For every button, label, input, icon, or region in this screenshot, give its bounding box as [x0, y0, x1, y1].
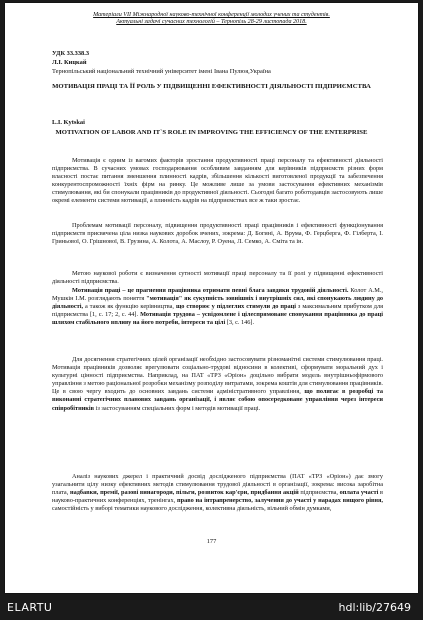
paragraph-methods: [52, 473, 383, 513]
plain-text: Аналіз наукових джерел і практичний досвід дослідженого підприємства (ПАТ «ТРЗ «Оріон») дає змогу узагальнити цілу низку ефективних методів стимулювання трудової діяльності в організації, зокрема: висока заробітна плата,: [52, 473, 383, 497]
bold-text: Мотивація праці – це прагнення працівника отримати певні блага завдяки трудовій діяльності.: [72, 287, 349, 294]
paragraph-text: [52, 287, 383, 327]
author-name: Л.І. Кицкай: [52, 59, 87, 66]
paragraph-intro: [52, 157, 383, 206]
bold-text: Мотивація трудова – усвідомлене і цілеспрямоване спонукання працівника до праці шляхом стабільного впливу на його потреби, інтереси та цілі: [52, 311, 383, 327]
plain-text: [3, с. 146].: [225, 319, 255, 327]
handle-id[interactable]: hdl:lib/27649: [338, 601, 411, 614]
udc-code: УДК 33.338.3: [52, 50, 90, 57]
paragraph-text: Метою наукової роботи є визначення сутності мотивації праці персоналу та її ролі у підвищенні ефективності діяльності підприємства.: [52, 270, 383, 286]
title-english: MOTIVATION OF LABOR AND IT`S ROLE IN IMPROVING THE EFFICIENCY OF THE ENTERPRISE: [55, 129, 368, 136]
paragraph-goal: [52, 270, 383, 286]
bold-text: що створює у підлеглих стимули до праці: [175, 303, 296, 311]
author-name-english: L.I. Kytskai: [52, 119, 85, 126]
bold-text: надбавки, премії, разові винагороди, пільги, розвиток кар'єри, придбання акцій: [70, 489, 299, 497]
plain-text: а також як функцію керівництва,: [83, 303, 176, 311]
paragraph-strategy: [52, 356, 383, 413]
plain-text: з максимальним прибутком для підприємства [1, с. 17; 2, с. 44].: [52, 303, 384, 319]
plain-text: в науково-практичних конференціях, тренінгах,: [52, 489, 384, 505]
repository-name: ELARTU: [7, 601, 53, 614]
paragraph-literature: [52, 222, 383, 246]
bold-text: що полягає в розробці та виконанні стратегічних планових завдань організації, і являє собою опосередковане управління через інтереси співробітників: [52, 388, 383, 412]
plain-text: підприємства,: [298, 489, 340, 497]
paragraph-text: [52, 473, 383, 513]
repository-footer-bar: [0, 596, 423, 620]
paragraph-text: Мотивація є одним із вагомих факторів зростання продуктивності праці персоналу та ефективності діяльності підприємства. В сучасних умовах господарювання особливим завданням для керівників підприємств різних форм власності постає питання зменшення плинності кадрів, збільшення кількості виготовленої продукції та забезпечення конкурентоспроможності їхніх фірм на ринку. Це можливе лише за умови застосування ефективних механізмів стимулювання, які би спонукали працівників до продуктивної діяльності. Сьогодні багато роботодавців застосовують лише окремі елементи системи мотивації, а плинність кадрів на підприємствах все ж таки зростає.: [52, 157, 383, 205]
header-line-2: Актуальні задачі сучасних технологій – Тернопіль 28-29 листопада 2018.: [116, 19, 307, 26]
plain-text: Колот А.М., Мушкін І.М. розглядають поняття: [52, 287, 383, 303]
paragraph-definition: [52, 287, 383, 327]
paragraph-text: Проблемам мотивації персоналу, підвищення продуктивності праці працівників і ефективності функціонування підприємств присвячена ціла низка наукових доробок вчених, зокрема: Д. Богині, А. Врума, Ф. Герцберга, Ф. Гілберта, І. Гриньової, О. Грішнової, В. Грузина, А. Колота, А. Маслоу, Р. Оуена, Л. Семко, А. Сміта та ін.: [52, 222, 383, 246]
header-line-1: Матеріали VІІ Міжнародної науково-технічної конференції молодих учених та студентів.: [93, 12, 330, 18]
paragraph-text: [52, 356, 383, 413]
bold-text: право на інтрапренерство, залучення до участі у нарадах вищого рівня,: [177, 497, 384, 505]
document-page: [5, 3, 418, 593]
page-number: 177: [206, 538, 217, 545]
bold-text: "мотивація" як сукупність зовнішніх і внутрішніх сил, які спонукають людину до діяльності,: [52, 295, 383, 311]
affiliation: Тернопільський національний технічний університет імені Івана Пулюя,Україна: [52, 68, 271, 75]
plain-text: самостійність у виборі тематики наукового дослідження, колективна діяльність, вільний обмін думками,: [52, 505, 332, 513]
title-ukrainian: МОТИВАЦІЯ ПРАЦІ ТА ЇЇ РОЛЬ У ПІДВИЩЕННІ ЕФЕКТИВНОСТІ ДІЯЛЬНОСТІ ПІДПРИЄМСТВА: [52, 83, 371, 90]
running-header: [5, 12, 418, 26]
bold-text: оплата участі: [339, 489, 379, 497]
plain-text: із застосуванням спеціальних форм і методів мотивації праці.: [94, 404, 261, 412]
plain-text: Для досягнення стратегічних цілей організації необхідно застосовувати різноманітні системи стимулювання праці. Мотивація працівників дозволяє врегулювати соціально-трудові відносини в колективі, сформувати моральний дух і культурні цінності підприємства. Наприклад, на ПАТ «ТРЗ «Оріон» доцільно вибрати модель внутрішньофірмового управління з метою раціональної розробки механізму розподілу витратами, зокрема коштів для стимулювання працівників. Це в свою чергу входить до основних завдань системи адміністративного управління,: [52, 356, 383, 396]
